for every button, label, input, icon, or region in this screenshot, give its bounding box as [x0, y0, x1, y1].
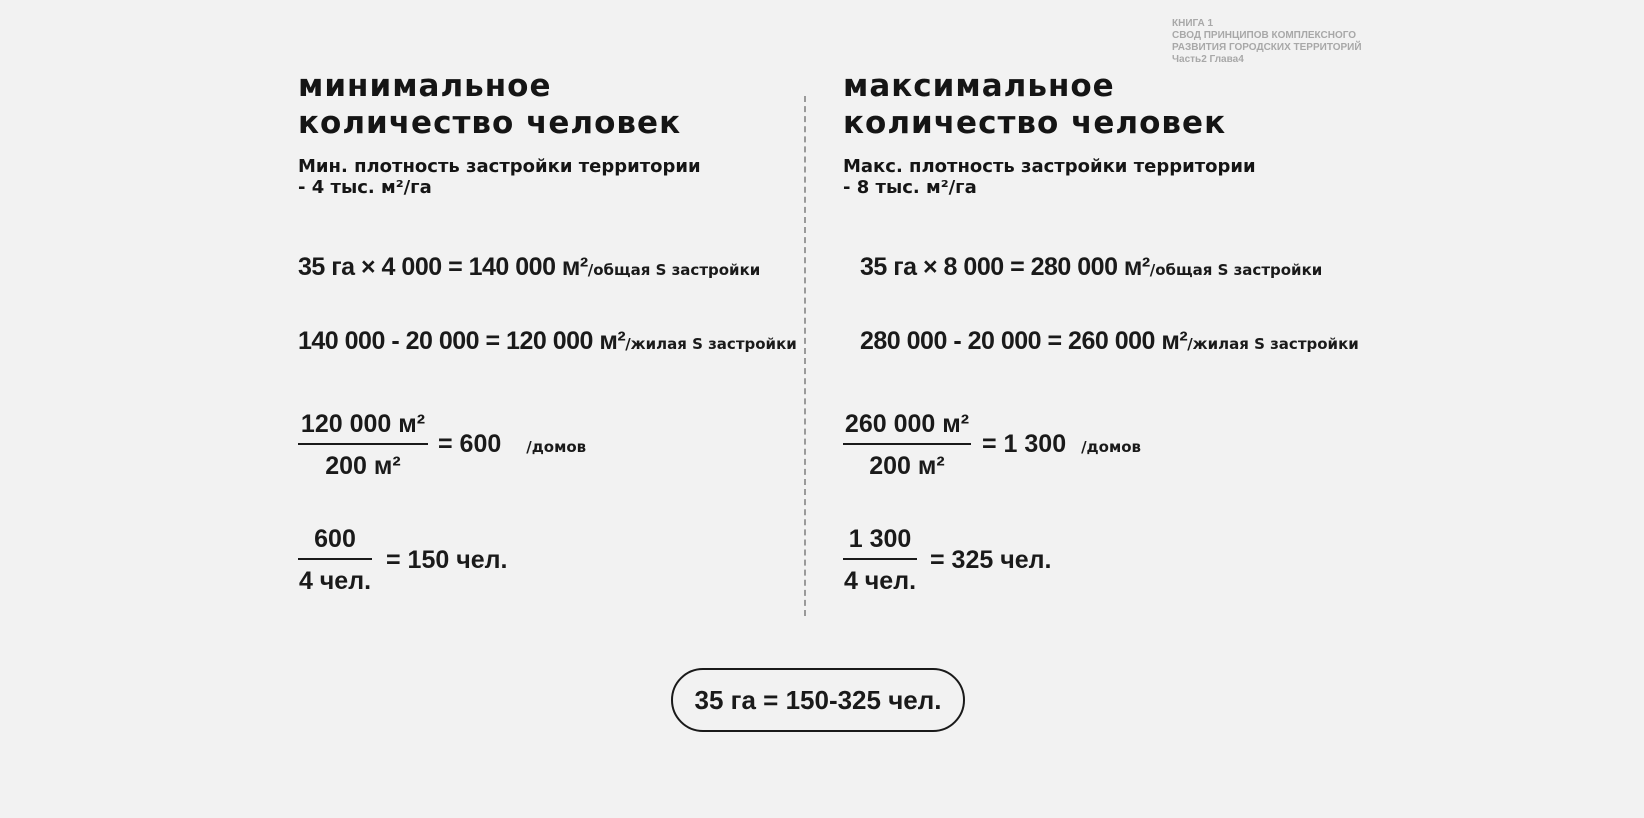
min-density-line: - 4 тыс. м²/га: [298, 177, 432, 198]
fraction-bar: [298, 558, 372, 560]
max-title-line: максимальное: [843, 68, 1115, 104]
min-houses-note: /домов: [526, 438, 587, 456]
max-people-result: = 325 чел.: [930, 546, 1052, 574]
min-title: [298, 68, 798, 142]
max-title-line: количество человек: [843, 105, 1227, 141]
min-houses-fraction: [298, 409, 428, 481]
book-reference-line: СВОД ПРИНЦИПОВ КОМПЛЕКСНОГО: [1172, 30, 1357, 41]
min-total-area-note: /общая S застройки: [587, 261, 761, 279]
fraction-bar: [843, 443, 971, 445]
max-houses-result: = 1 300: [982, 430, 1067, 458]
max-total-area-note: /общая S застройки: [1149, 261, 1323, 279]
max-living-area-note: /жилая S застройки: [1187, 335, 1359, 353]
min-houses-result-row: [438, 430, 586, 459]
max-houses-note: /домов: [1081, 438, 1142, 456]
min-total-area-row: [298, 253, 760, 282]
fraction-bar: [843, 558, 917, 560]
summary-text: 35 га = 150-325 чел.: [694, 684, 942, 715]
book-reference: [1172, 18, 1362, 66]
max-total-area-equation: 35 га × 8 000 = 280 000 м²: [860, 253, 1150, 281]
max-houses-result-row: [982, 430, 1141, 459]
max-density-line: Макс. плотность застройки территории: [843, 156, 1256, 177]
book-reference-line: РАЗВИТИЯ ГОРОДСКИХ ТЕРРИТОРИЙ: [1172, 42, 1362, 53]
fraction-denominator: 200 м²: [325, 452, 401, 480]
book-reference-line: Часть2 Глава4: [1172, 54, 1244, 65]
summary-pill: [671, 668, 965, 732]
fraction-bar: [298, 443, 428, 445]
min-living-area-row: [298, 327, 797, 356]
fraction-numerator: 120 000 м²: [300, 410, 426, 438]
column-divider: [804, 96, 806, 616]
min-title-line: минимальное: [298, 68, 552, 104]
max-density: [843, 156, 1343, 198]
min-people-fraction: [298, 524, 372, 596]
max-density-line: - 8 тыс. м²/га: [843, 177, 977, 198]
max-title: [843, 68, 1343, 142]
fraction-numerator: 260 000 м²: [844, 410, 970, 438]
max-living-area-row: [860, 327, 1359, 356]
min-living-area-note: /жилая S застройки: [625, 335, 797, 353]
max-houses-fraction: [843, 409, 971, 481]
book-reference-line: КНИГА 1: [1172, 18, 1214, 29]
fraction-numerator: 1 300: [848, 525, 912, 553]
fraction-denominator: 4 чел.: [843, 567, 917, 595]
min-living-area-equation: 140 000 - 20 000 = 120 000 м²: [298, 327, 626, 355]
min-title-line: количество человек: [298, 105, 682, 141]
min-people-result: = 150 чел.: [386, 546, 508, 574]
min-density-line: Мин. плотность застройки территории: [298, 156, 701, 177]
max-people-fraction: [843, 524, 917, 596]
max-total-area-row: [860, 253, 1322, 282]
max-column-heading: [843, 68, 1343, 198]
min-total-area-equation: 35 га × 4 000 = 140 000 м²: [298, 253, 588, 281]
fraction-numerator: 600: [314, 525, 356, 553]
fraction-denominator: 200 м²: [869, 452, 945, 480]
max-living-area-equation: 280 000 - 20 000 = 260 000 м²: [860, 327, 1188, 355]
min-houses-result: = 600: [438, 430, 502, 458]
fraction-denominator: 4 чел.: [298, 567, 372, 595]
min-density: [298, 156, 798, 198]
min-column-heading: [298, 68, 798, 198]
